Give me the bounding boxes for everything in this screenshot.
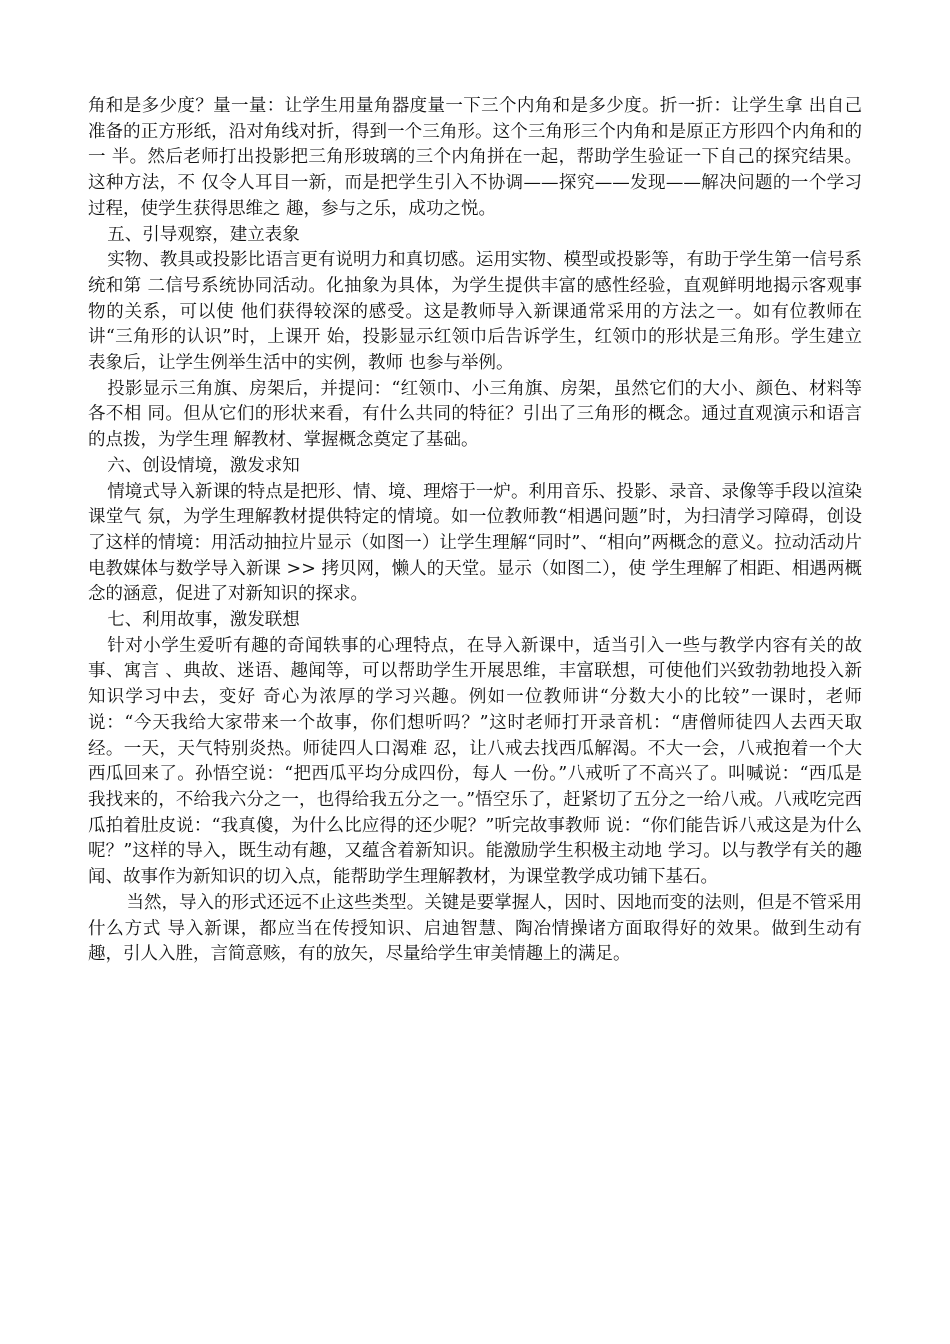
document-body [88,94,862,968]
section-heading-5: 五、引导观察，建立表象 [107,224,300,245]
paragraph-story: 针对小学生爱听有趣的奇闻轶事的心理特点，在导入新课中，适当引入一些与教学内容有关的故事、寓言 、典故、迷语、趣闻等，可以帮助学生开展思维，丰富联想，可使他们兴致勃勃地投入新知识学习中去，变好 奇心为浓厚的学习兴趣。例如一位教师讲“分数大小的比较”一课时，老师说：“今天我给大家带来一个故事，你们想听吗？”这时老师打开录音机：“唐僧师徒四人去西天取经。一天，天气特别炎热。师徒四人口渴难 忍，让八戒去找西瓜解渴。不大一会，八戒抱着一个大西瓜回来了。孙悟空说：“把西瓜平均分成四份，每人 一份。”八戒听了不高兴了。叫喊说：“西瓜是我找来的，不给我六分之一，也得给我五分之一。”悟空乐了，赶紧切了五分之一给八戒。八戒吃完西瓜拍着肚皮说：“我真傻，为什么比应得的还少呢？”听完故事教师 说：“你们能告诉八戒这是为什么呢？”这样的导入，既生动有趣，又蕴含着新知识。能激励学生积极主动地 学习。以与教学有关的趣闻、故事作为新知识的切入点，能帮助学生理解教材，为课堂教学成功铺下基石。 [88,635,862,888]
paragraph-conclusion: 当然，导入的形式还远不止这些类型。关键是要掌握人，因时、因地而变的法则，但是不管采用什么方式 导入新课，都应当在传授知识、启迪智慧、陶冶情操诸方面取得好的效果。做到生动有趣，引人入胜，言简意赅，有的放矢，尽量给学生审美情趣上的满足。 [88,892,862,965]
paragraph-situation: 情境式导入新课的特点是把形、情、境、理熔于一炉。利用音乐、投影、录音、录像等手段以渲染课堂气 氛，为学生理解教材提供特定的情境。如一位教师教“相遇问题”时，为扫清学习障碍，创设了这样的情境：用活动抽拉片显示（如图一）让学生理解“同时”、“相向”两概念的意义。拉动活动片电教媒体与数学导入新课 >> 拷贝网，懒人的天堂。显示（如图二），使 学生理解了相距、相遇两概念的涵意，促进了对新知识的探求。 [88,481,862,605]
section-heading-7: 七、利用故事，激发联想 [107,610,300,631]
paragraph-continued: 角和是多少度？量一量：让学生用量角器度量一下三个内角和是多少度。折一折：让学生拿 出自己准备的正方形纸，沿对角线对折，得到一个三角形。这个三角形三个内角和是原正方形四个内角和的一 半。然后老师打出投影把三角形玻璃的三个内角拼在一起，帮助学生验证一下自己的探究结果。这种方法，不 仅令人耳目一新，而是把学生引入不协调——探究——发现——解决问题的一个学习过程，使学生获得思维之 趣，参与之乐，成功之悦。 [88,96,862,219]
paragraph-projection: 投影显示三角旗、房架后，并提问：“红领巾、小三角旗、房架，虽然它们的大小、颜色、材料等各不相 同。但从它们的形状来看，有什么共同的特征？引出了三角形的概念。通过直观演示和语言的点拨，为学生理 解教材、掌握概念奠定了基础。 [88,378,862,451]
section-heading-6: 六、创设情境，激发求知 [107,455,300,476]
paragraph-observation: 实物、教具或投影比语言更有说明力和真切感。运用实物、模型或投影等，有助于学生第一信号系统和第 二信号系统协同活动。化抽象为具体，为学生提供丰富的感性经验，直观鲜明地揭示客观事物的关系，可以使 他们获得较深的感受。这是教师导入新课通常采用的方法之一。如有位教师在讲“三角形的认识”时，上课开 始，投影显示红领巾后告诉学生，红领巾的形状是三角形。学生建立表象后，让学生例举生活中的实例，教师 也参与举例。 [88,250,862,374]
